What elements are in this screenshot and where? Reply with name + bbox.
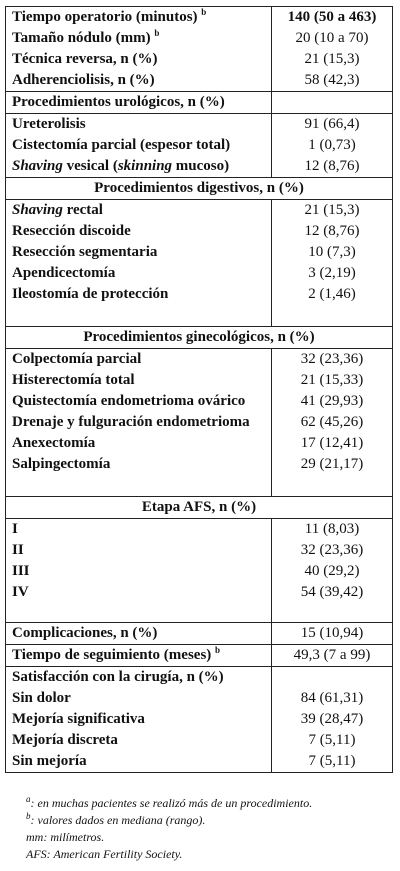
row-label xyxy=(12,284,265,305)
row-label-part: Resección discoide xyxy=(12,223,131,239)
row-label xyxy=(12,433,265,454)
row-label-part: Cistectomía parcial (espesor total) xyxy=(12,137,231,153)
row-label xyxy=(12,221,265,242)
row-label: Sin mejoría xyxy=(12,753,87,769)
urologic-header: Procedimientos urológicos, n (%) xyxy=(6,92,272,114)
row-label: Sin dolor xyxy=(12,690,71,706)
digestive-labels-cell xyxy=(6,200,272,327)
row-value: 17 (12,41) xyxy=(300,435,364,451)
row-value: 21 (15,3) xyxy=(304,202,360,218)
row-value: 140 (50 a 463) xyxy=(287,9,377,25)
row-label-text: Adherenciolisis, n (%) xyxy=(12,72,155,88)
followup-footnote-mark: b xyxy=(215,645,221,655)
table-row xyxy=(6,200,393,327)
row-value: 11 (8,03) xyxy=(304,521,360,537)
row-value: 7 (5,11) xyxy=(308,753,356,769)
digestive-values-cell xyxy=(272,200,393,327)
satisfaction-value-list xyxy=(278,688,386,772)
row-label xyxy=(12,519,265,540)
followup-value: 49,3 (7 a 99) xyxy=(272,645,393,667)
row-value: 41 (29,93) xyxy=(300,393,364,409)
row-label xyxy=(12,412,265,433)
row-label-part: Ileostomía de protección xyxy=(12,286,169,302)
row-label xyxy=(12,370,265,391)
complications-value: 15 (10,94) xyxy=(272,623,393,645)
row-label: Mejoría significativa xyxy=(12,711,145,727)
row-label xyxy=(12,7,265,28)
row-label xyxy=(12,70,265,91)
row-value: 54 (39,42) xyxy=(300,584,364,600)
row-value: 10 (7,3) xyxy=(308,244,356,260)
footnote-mark: a xyxy=(26,794,31,804)
row-value: 91 (66,4) xyxy=(304,116,360,132)
row-label-part: Shaving xyxy=(12,202,63,218)
row-label-part: Histerectomía total xyxy=(12,372,135,388)
empty-cell xyxy=(272,92,393,114)
row-label xyxy=(12,391,265,412)
footnote-text: mm: milímetros. xyxy=(26,830,105,844)
footnote xyxy=(26,795,312,812)
footnote xyxy=(26,812,312,829)
footnote-text: : valores dados en mediana (rango). xyxy=(30,813,206,827)
row-label-part: Apendicectomía xyxy=(12,265,116,281)
row-label xyxy=(12,582,265,603)
row-label-part: rectal xyxy=(62,202,103,218)
general-values-cell xyxy=(272,7,393,92)
row-value: 7 (5,11) xyxy=(308,732,356,748)
row-label xyxy=(12,28,265,49)
satisfaction-header: Satisfacción con la cirugía, n (%) xyxy=(12,669,224,685)
footnote-mark: b xyxy=(26,811,31,821)
row-label-part: Salpingectomía xyxy=(12,456,111,472)
row-value: 21 (15,3) xyxy=(304,51,360,67)
row-label-part: Drenaje y fulguración endometrioma xyxy=(12,414,250,430)
row-label-part: vesical ( xyxy=(62,158,118,174)
row-label-part: Quistectomía endometrioma ovárico xyxy=(12,393,246,409)
row-value: 12 (8,76) xyxy=(304,223,360,239)
table-row xyxy=(6,178,393,200)
row-label-part: Resección segmentaria xyxy=(12,244,158,260)
row-label xyxy=(12,156,265,177)
gynecologic-labels-cell xyxy=(6,349,272,497)
row-label-part: Ureterolisis xyxy=(12,116,86,132)
gynecologic-values-cell xyxy=(272,349,393,497)
row-value: 32 (23,36) xyxy=(300,351,364,367)
row-value: 58 (42,3) xyxy=(304,72,360,88)
urologic-values-cell xyxy=(272,114,393,178)
row-label xyxy=(12,540,265,561)
general-labels-cell xyxy=(6,7,272,92)
satisfaction-header-spacer xyxy=(278,667,386,688)
results-table xyxy=(5,6,393,773)
row-label-part: I xyxy=(12,521,18,537)
row-label xyxy=(12,454,265,475)
followup-label xyxy=(6,645,272,667)
row-label-text: Tamaño nódulo (mm) xyxy=(12,30,151,46)
row-label-part: mucoso) xyxy=(172,158,230,174)
row-label-part: skinning xyxy=(117,158,173,174)
complications-label: Complicaciones, n (%) xyxy=(6,623,272,645)
row-value: 1 (0,73) xyxy=(308,137,356,153)
table-row xyxy=(6,645,393,667)
row-label-part: Colpectomía parcial xyxy=(12,351,142,367)
footnote xyxy=(26,829,312,846)
row-label-part: II xyxy=(12,542,24,558)
table-row xyxy=(6,92,393,114)
footnote xyxy=(26,846,312,863)
row-label xyxy=(12,242,265,263)
row-value: 3 (2,19) xyxy=(308,265,356,281)
footnote-mark: b xyxy=(201,7,207,17)
satisfaction-labels-cell xyxy=(6,667,272,773)
table-row xyxy=(6,623,393,645)
satisfaction-label-list xyxy=(12,688,265,772)
table-row xyxy=(6,497,393,519)
table-row xyxy=(6,7,393,92)
afs-values-cell xyxy=(272,519,393,623)
row-label xyxy=(12,349,265,370)
row-value: 2 (1,46) xyxy=(308,286,356,302)
urologic-labels-cell xyxy=(6,114,272,178)
table-row xyxy=(6,519,393,623)
row-value: 21 (15,33) xyxy=(300,372,364,388)
row-label-part: Anexectomía xyxy=(12,435,96,451)
row-value: 84 (61,31) xyxy=(300,690,364,706)
afs-header: Etapa AFS, n (%) xyxy=(6,497,393,519)
digestive-header: Procedimientos digestivos, n (%) xyxy=(6,178,393,200)
footnote-mark: b xyxy=(154,28,160,38)
row-label xyxy=(12,561,265,582)
row-label-part: Shaving xyxy=(12,158,63,174)
gynecologic-header: Procedimientos ginecológicos, n (%) xyxy=(6,327,393,349)
table-row xyxy=(6,349,393,497)
row-label xyxy=(12,263,265,284)
row-value: 62 (45,26) xyxy=(300,414,364,430)
table-row xyxy=(6,327,393,349)
row-value: 29 (21,17) xyxy=(300,456,364,472)
row-value: 12 (8,76) xyxy=(304,158,360,174)
footnotes xyxy=(26,795,312,863)
table-row xyxy=(6,667,393,773)
row-value: 32 (23,36) xyxy=(300,542,364,558)
row-label-part: III xyxy=(12,563,30,579)
row-value: 20 (10 a 70) xyxy=(295,30,369,46)
row-label xyxy=(12,49,265,70)
row-label: Mejoría discreta xyxy=(12,732,118,748)
row-label-part: IV xyxy=(12,584,29,600)
table-row xyxy=(6,114,393,178)
row-value: 40 (29,2) xyxy=(304,563,360,579)
afs-labels-cell xyxy=(6,519,272,623)
row-value: 39 (28,47) xyxy=(300,711,364,727)
followup-label-text: Tiempo de seguimiento (meses) xyxy=(12,647,212,663)
row-label xyxy=(12,200,265,221)
footnote-text: AFS: American Fertility Society. xyxy=(26,847,183,861)
row-label-text: Tiempo operatorio (minutos) xyxy=(12,9,198,25)
row-label xyxy=(12,135,265,156)
satisfaction-values-cell xyxy=(272,667,393,773)
row-label xyxy=(12,114,265,135)
footnote-text: : en muchas pacientes se realizó más de un procedimiento. xyxy=(30,796,313,810)
row-label-text: Técnica reversa, n (%) xyxy=(12,51,158,67)
